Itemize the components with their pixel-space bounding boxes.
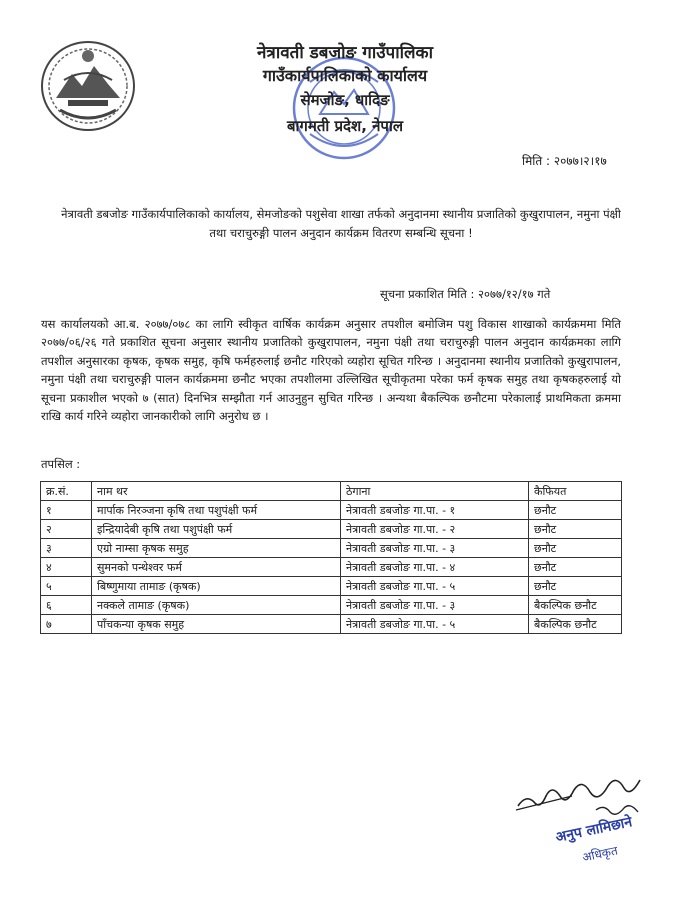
cell-address: नेत्रावती डबजोङ गा.पा. - ५ <box>341 615 529 634</box>
published-date: सूचना प्रकाशित मिति : २०७७/१२/१७ गते <box>380 287 551 301</box>
officer-name: अनुप लामिछाने <box>554 814 634 846</box>
cell-serial: ६ <box>41 596 92 615</box>
cell-remarks: बैकल्पिक छनौट <box>529 615 622 634</box>
cell-serial: १ <box>41 501 92 520</box>
cell-address: नेत्रावती डबजोङ गा.पा. - ५ <box>341 577 529 596</box>
cell-remarks: छनौट <box>529 501 622 520</box>
cell-remarks: बैकल्पिक छनौट <box>529 596 622 615</box>
table-row <box>41 615 622 634</box>
cell-remarks: छनौट <box>529 558 622 577</box>
table-row <box>41 539 622 558</box>
table-row <box>41 520 622 539</box>
notice-subject: नेत्रावती डबजोङ गाउँकार्यपालिकाको कार्यालय, सेमजोङको पशुसेवा शाखा तर्फको अनुदानमा स्थानीय प्रजातिको कुखुरापालन, नमुना पंक्षी तथा चराचुरुङ्गी पालन अनुदान कार्यक्रम वितरण सम्बन्धि सूचना ! <box>61 207 621 240</box>
details-label: तपसिल : <box>41 457 81 471</box>
cell-serial: २ <box>41 520 92 539</box>
cell-name: पाँचकन्या कृषक समुह <box>92 615 341 634</box>
cell-address: नेत्रावती डबजोङ गा.पा. - ३ <box>341 539 529 558</box>
cell-address: नेत्रावती डबजोङ गा.पा. - ३ <box>341 596 529 615</box>
province-country: बागमती प्रदेश, नेपाल <box>286 117 404 135</box>
handwritten-signature <box>512 766 652 822</box>
beneficiary-table <box>40 481 622 634</box>
cell-address: नेत्रावती डबजोङ गा.पा. - ४ <box>341 558 529 577</box>
header-address: ठेगाना <box>341 482 529 501</box>
letter-date: मिति : २०७७।२।१७ <box>522 154 607 168</box>
officer-designation: अधिकृत <box>581 843 619 865</box>
table-row <box>41 577 622 596</box>
header-name: नाम थर <box>92 482 341 501</box>
cell-serial: ४ <box>41 558 92 577</box>
cell-remarks: छनौट <box>529 539 622 558</box>
cell-name: इन्द्रियादेबी कृषि तथा पशुपंक्षी फर्म <box>92 520 341 539</box>
government-emblem-logo <box>38 36 138 134</box>
cell-serial: ५ <box>41 577 92 596</box>
table-row <box>41 558 622 577</box>
notice-body: यस कार्यालयको आ.ब. २०७७/०७८ का लागि स्वीकृत वार्षिक कार्यक्रम अनुसार तपशील बमोजिम पशु विकास शाखाको कार्यक्रममा मिति २०७७/०६/२६ गते प्रकाशित सूचना अनुसार स्थानीय प्रजातिको कुखुरापालन, नमुना पंक्षी तथा चराचुरुङ्गी पालन अनुदान कार्यक्रमका लागि तपशील अनुसारका कृषक, कृषक समुह, कृषि फर्महरुलाई छनौट गरिएको व्यहोरा सूचित गरिन्छ । अनुदानमा स्थानीय प्रजातिको कुखुरापालन, नमुना पंक्षी तथा चराचुरुङ्गी पालन कार्यक्रममा छनौट भएका तपशीलमा उल्लिखित सूचीकृतमा परेका फर्म कृषक समुह तथा कृषकहरुलाई यो सूचना प्रकाशील भएको ७ (सात) दिनभित्र सम्झौता गर्न आउनुहुन सुचित गरिन्छ । अन्यथा बैकल्पिक छनौटमा परेकालाई प्राथमिकता क्रममा राखि कार्य गरिने व्यहोरा जानकारीको लागि अनुरोध छ । <box>41 317 621 424</box>
cell-remarks: छनौट <box>529 577 622 596</box>
cell-serial: ७ <box>41 615 92 634</box>
table-row <box>41 596 622 615</box>
cell-name: एग्रो नाम्सा कृषक समुह <box>92 539 341 558</box>
cell-name: सुमनको पन्थेश्वर फर्म <box>92 558 341 577</box>
municipality-name: नेत्रावती डबजोङ गाउँपालिका <box>257 43 433 63</box>
cell-remarks: छनौट <box>529 520 622 539</box>
cell-address: नेत्रावती डबजोङ गा.पा. - २ <box>341 520 529 539</box>
table-row <box>41 501 622 520</box>
cell-name: बिष्णुमाया तामाङ (कृषक) <box>92 577 341 596</box>
table-header-row <box>41 482 622 501</box>
header-remarks: कैफियत <box>529 482 622 501</box>
office-location: सेमजोङ, धादिङ <box>300 91 390 109</box>
header-serial: क्र.सं. <box>41 482 92 501</box>
cell-name: मार्पाक निरञ्जना कृषि तथा पशुपंक्षी फर्म <box>92 501 341 520</box>
office-name: गाउँकार्यपालिकाको कार्यालय <box>262 66 428 85</box>
cell-serial: ३ <box>41 539 92 558</box>
cell-name: नक्कले तामाङ (कृषक) <box>92 596 341 615</box>
cell-address: नेत्रावती डबजोङ गा.पा. - १ <box>341 501 529 520</box>
